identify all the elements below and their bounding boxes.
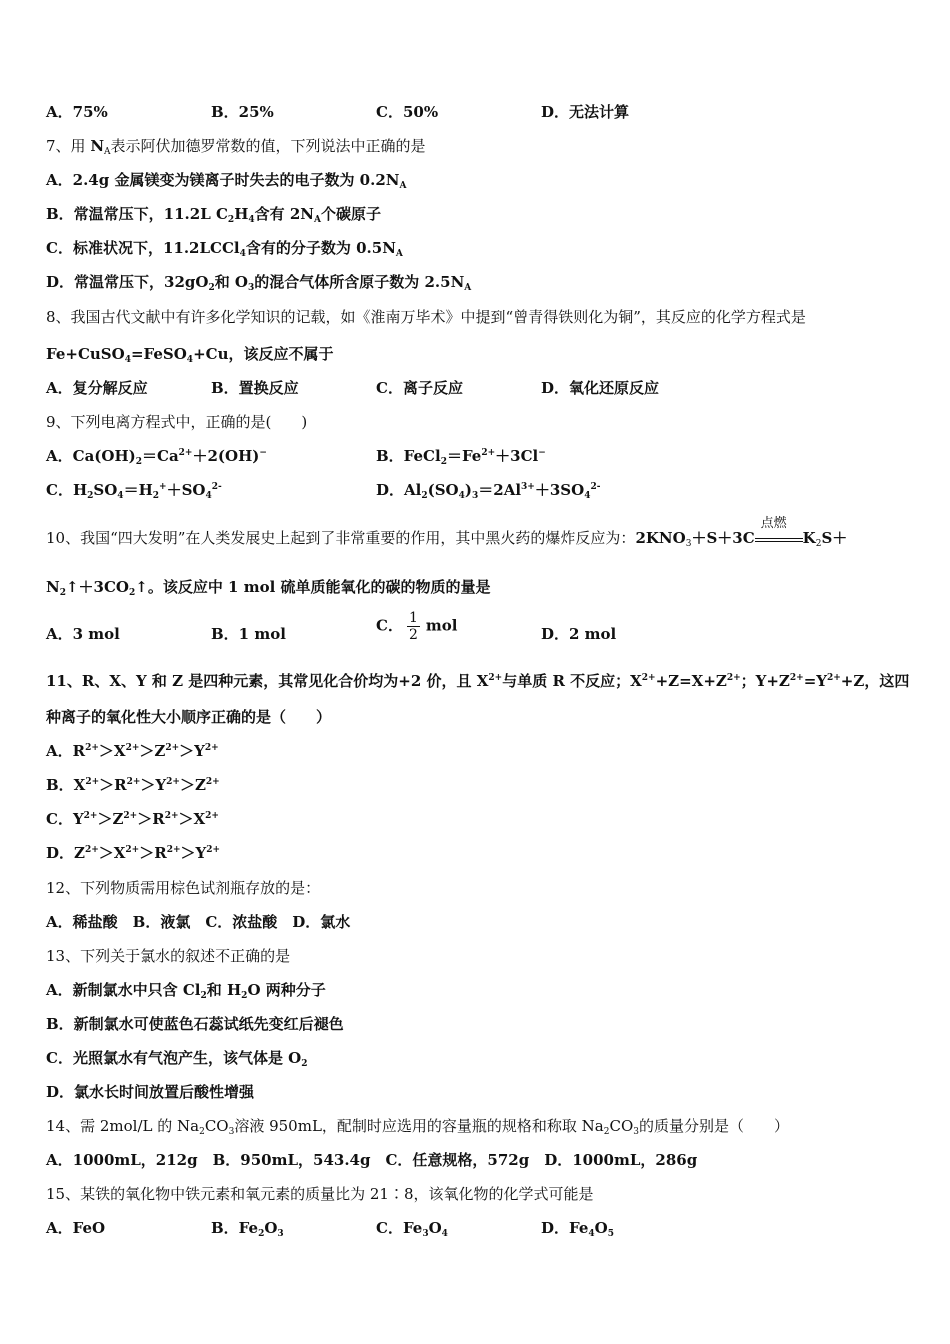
q9-option-b: B．$FeCl_2=Fe^{2+}+3Cl^-$ bbox=[376, 447, 546, 467]
q8-stem-line2: Fe+CuSO$_4$=FeSO$_4$+Cu，该反应不属于 bbox=[46, 345, 334, 365]
q8-option-d: D．氧化还原反应 bbox=[541, 379, 660, 397]
q7-option-d: D．常温常压下，$32gO_2$和 $O_3$的混合气体所含原子数为 $2.5N_A$ bbox=[46, 273, 472, 293]
q7-option-a: A．2.4g 金属镁变为镁离子时失去的电子数为 $0.2N_A$ bbox=[46, 171, 407, 191]
q11-stem-line1: 11、R、X、Y 和 Z 是四种元素，其常见化合价均为+2 价，且 $X^{2+}$与单质 R 不反应；$X^{2+}+Z=X+Z^{2+}$；$Y+Z^{2+}=Y^{2+}+Z$，这四 bbox=[46, 672, 910, 690]
q13-option-a: A．新制氯水中只含 $Cl_2$和 $H_2O$ 两种分子 bbox=[46, 981, 326, 1001]
q9-option-d: D．$Al_2(SO_4)_3=2Al^{3+}+3SO_4^{2-}$ bbox=[376, 481, 601, 501]
q7-option-b: B．常温常压下，11.2L $C_2H_4$含有 $2N_A$个碳原子 bbox=[46, 205, 382, 225]
q13-option-c: C．光照氯水有气泡产生，该气体是 $O_2$ bbox=[46, 1049, 308, 1069]
q9-option-c: C．$H_2SO_4=H_2^++SO_4^{2-}$ bbox=[46, 481, 222, 501]
q15-stem: 15、某铁的氧化物中铁元素和氧元素的质量比为 21∶8，该氧化物的化学式可能是 bbox=[46, 1185, 594, 1203]
q8-option-a: A．复分解反应 bbox=[46, 379, 148, 397]
q13-option-d: D．氯水长时间放置后酸性增强 bbox=[46, 1083, 255, 1101]
q10-option-d: D．2 mol bbox=[541, 625, 617, 643]
q9-stem: 9、下列电离方程式中，正确的是( ) bbox=[46, 413, 308, 431]
q9-option-a: A．$Ca(OH)_2=Ca^{2+}+2(OH)^-$ bbox=[46, 447, 267, 467]
q11-stem-line2: 种离子的氧化性大小顺序正确的是（ ） bbox=[46, 708, 332, 726]
q11-option-b: B．$X^{2+}>R^{2+}>Y^{2+}>Z^{2+}$ bbox=[46, 776, 220, 794]
q11-option-d: D．$Z^{2+}>X^{2+}>R^{2+}>Y^{2+}$ bbox=[46, 844, 221, 862]
q6-option-b: B．25% bbox=[211, 103, 274, 121]
q8-option-c: C．离子反应 bbox=[376, 379, 463, 397]
q6-option-d: D．无法计算 bbox=[541, 103, 630, 121]
ignition-condition: 点燃 bbox=[755, 528, 803, 548]
q11-option-c: C．$Y^{2+}>Z^{2+}>R^{2+}>X^{2+}$ bbox=[46, 810, 219, 828]
q10-stem-line2: $N_2↑+3CO_2↑$。该反应中 1 mol 硫单质能氧化的碳的物质的量是 bbox=[46, 578, 491, 598]
q15-option-b: B．$Fe_2O_3$ bbox=[211, 1219, 284, 1239]
q7-option-c: C．标准状况下，11.2LCCl$_4$含有的分子数为 $0.5N_A$ bbox=[46, 239, 403, 259]
q14-options: A．1000mL，212g B．950mL，543.4g C．任意规格，572g D．1000mL，286g bbox=[46, 1151, 698, 1169]
q10-option-b: B．1 mol bbox=[211, 625, 286, 643]
fraction-one-half: $\frac{1}{2}$ bbox=[408, 610, 418, 643]
q13-stem: 13、下列关于氯水的叙述不正确的是 bbox=[46, 947, 291, 965]
q10-option-a: A．3 mol bbox=[46, 625, 120, 643]
q6-option-c: C．50% bbox=[376, 103, 439, 121]
q6-option-a: A．75% bbox=[46, 103, 108, 121]
q10-option-c: C． $\frac{1}{2}$ mol bbox=[376, 610, 458, 643]
q14-stem: 14、需 2mol/L 的 $Na_2CO_3$溶液 950mL，配制时应选用的容量瓶的规格和称取 $Na_2CO_3$的质量分别是（ ） bbox=[46, 1117, 790, 1137]
q13-option-b: B．新制氯水可使蓝色石蕊试纸先变红后褪色 bbox=[46, 1015, 344, 1033]
q15-option-c: C．$Fe_3O_4$ bbox=[376, 1219, 448, 1239]
q12-options: A．稀盐酸 B．液氯 C．浓盐酸 D．氯水 bbox=[46, 913, 351, 931]
q10-stem-line1: 10、我国“四大发明”在人类发展史上起到了非常重要的作用，其中黑火药的爆炸反应为：$2KNO_3+S+3C$ 点燃 $K_2S+$ bbox=[46, 516, 848, 549]
q15-option-a: A．FeO bbox=[46, 1219, 106, 1237]
q8-option-b: B．置换反应 bbox=[211, 379, 299, 397]
q15-option-d: D．$Fe_4O_5$ bbox=[541, 1219, 614, 1239]
q8-stem-line1: 8、我国古代文献中有许多化学知识的记载，如《淮南万毕术》中提到“曾青得铁则化为铜”，其反应的化学方程式是 bbox=[46, 308, 806, 326]
q7-stem: 7、用 $N_A$表示阿伏加德罗常数的值，下列说法中正确的是 bbox=[46, 137, 426, 157]
q11-option-a: A．$R^{2+}>X^{2+}>Z^{2+}>Y^{2+}$ bbox=[46, 742, 219, 760]
q12-stem: 12、下列物质需用棕色试剂瓶存放的是： bbox=[46, 879, 321, 897]
